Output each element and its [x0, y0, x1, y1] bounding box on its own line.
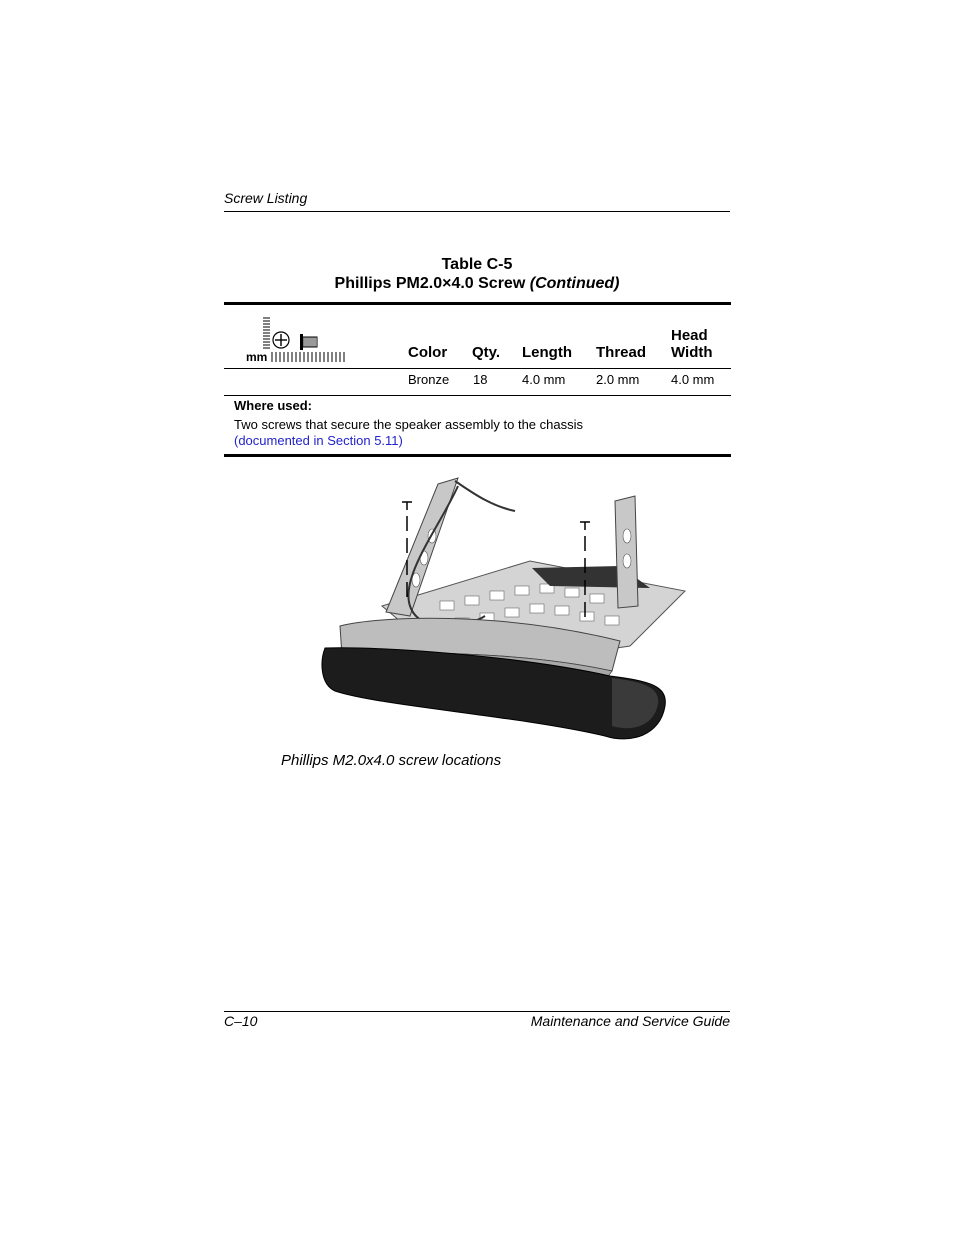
figure-caption: Phillips M2.0x4.0 screw locations — [281, 752, 502, 769]
table-title-continued: (Continued) — [529, 275, 620, 292]
table-caption — [224, 255, 730, 293]
cell-head-width: 4.0 mm — [671, 372, 715, 387]
col-header-color: Color — [408, 344, 448, 361]
col-header-qty: Qty. — [472, 344, 501, 361]
col-header-length: Length — [522, 344, 572, 361]
data-row-rule — [224, 395, 731, 396]
section-link[interactable]: (documented in Section 5.11) — [234, 433, 403, 448]
cell-length: 4.0 mm — [522, 372, 566, 387]
cell-thread: 2.0 mm — [596, 372, 640, 387]
cell-qty: 18 — [473, 372, 488, 387]
cell-color: Bronze — [408, 372, 450, 387]
header-row-rule — [224, 368, 731, 369]
footer-rule — [224, 1011, 730, 1012]
header-rule — [224, 211, 730, 212]
table-title-main: Phillips PM2.0×4.0 Screw — [334, 275, 526, 292]
page-number: C–10 — [224, 1013, 258, 1029]
col-header-head-width-line2: Width — [671, 344, 713, 361]
where-used-text: Two screws that secure the speaker assembly to the chassis — [234, 417, 583, 432]
running-header-label: Screw Listing — [224, 190, 308, 206]
screw-scale-icon — [244, 316, 354, 371]
table-bottom-rule — [224, 454, 731, 457]
col-header-head-width — [671, 327, 713, 361]
table-top-rule — [224, 302, 731, 305]
table-title — [224, 274, 730, 293]
where-used-label: Where used: — [234, 398, 313, 413]
col-header-head-width-line1: Head — [671, 327, 708, 344]
guide-title: Maintenance and Service Guide — [530, 1013, 730, 1029]
col-header-thread: Thread — [596, 344, 647, 361]
table-number: Table C-5 — [441, 256, 513, 273]
speaker-assembly-illustration — [320, 466, 692, 753]
scale-unit-label: mm — [246, 350, 268, 364]
